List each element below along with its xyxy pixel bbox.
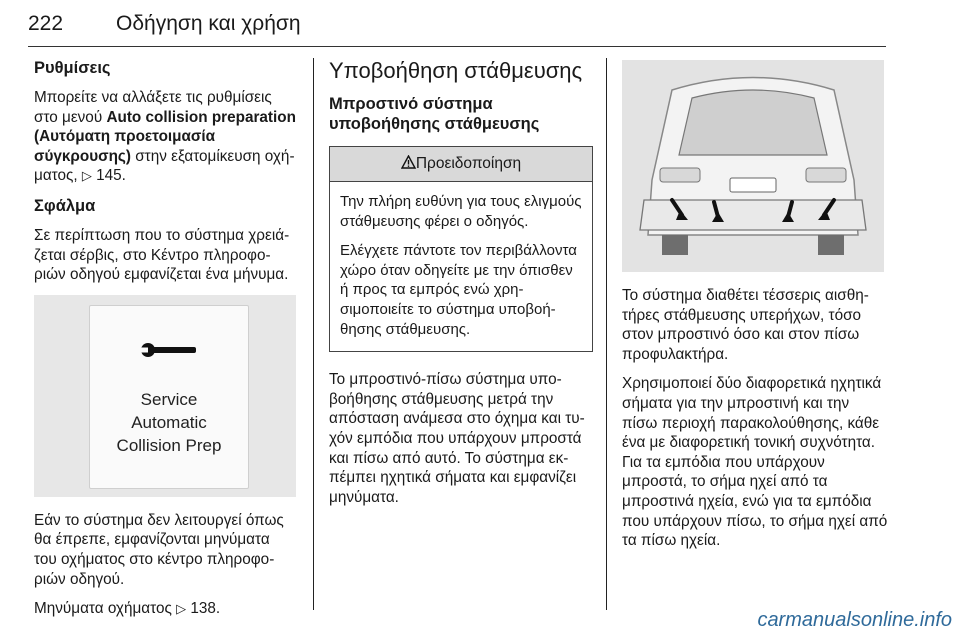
- warning-header: [330, 147, 592, 182]
- settings-heading: Ρυθμίσεις: [34, 59, 111, 77]
- column-left: [34, 58, 296, 629]
- section-subtitle: Μπροστινό σύστημα υποβοήθησης στάθμευσης: [329, 95, 540, 133]
- messages-paragraph: [34, 599, 296, 619]
- messages-page-ref[interactable]: 138.: [190, 600, 221, 618]
- system-description: Το μπροστινό-πίσω σύστημα υποβοήθησης στάθμευσης μετρά την απόσταση ανάμεσα στο όχημα και τυχόν εμπόδια που υπάρχουν μπροστά και πίσω από αυτό. Το σύστημα εκπέμπει ηχητικά σήματα και εμφανίζει μηνύματα.: [329, 371, 585, 506]
- wrench-icon: [138, 338, 198, 362]
- car-rear-image: [622, 60, 884, 272]
- column-divider: [606, 58, 607, 610]
- messages-text: Μηνύματα οχήματος: [34, 600, 177, 618]
- column-middle: [329, 58, 593, 517]
- column-right: [622, 58, 888, 561]
- error-paragraph: Σε περίπτωση που το σύστημα χρειάζεται σέρβις, στο Κέντρο πληροφοριών οδηγού εμφανίζεται ένα μήνυμα.: [34, 226, 290, 284]
- section-title: Υποβοήθηση στάθμευσης: [329, 58, 583, 83]
- warning-paragraph-1: Την πλήρη ευθύνη για τους ελιγμούς στάθμευσης φέρει ο οδηγός.: [340, 193, 582, 230]
- after-display-paragraph: Εάν το σύστημα δεν λειτουργεί όπως θα έπρεπε, εμφανίζονται μηνύματα του οχήματος στο κέντρο πληροφοριών οδηγού.: [34, 511, 284, 588]
- chapter-title: Οδήγηση και χρήση: [116, 12, 301, 35]
- page-number: 222: [28, 12, 64, 35]
- car-rear-sensors-illustration: [622, 60, 884, 272]
- error-heading: Σφάλμα: [34, 196, 96, 215]
- settings-page-ref[interactable]: 145.: [96, 167, 126, 185]
- display-line-collision-prep: Collision Prep: [116, 435, 222, 455]
- warning-body: [330, 182, 592, 351]
- page-header: [28, 6, 886, 47]
- warning-title: Προειδοποίηση: [415, 155, 522, 172]
- dic-screen: [89, 305, 249, 489]
- settings-menu-name: Auto collision preparation (Αυτόματη προετοιμασία σύγκρουσης): [34, 108, 296, 165]
- signals-paragraph: Χρησιμοποιεί δύο διαφορετικά ηχητικά σήματα για την μπροστινή και την πίσω περιοχή παρακολούθησης, κάθε ένα με διαφορετική τονική συχνότητα. Για τα εμπόδια που υπάρχουν μπροστά, το σήμα ηχεί από τα μπροστινά ηχεία, ενώ για τα εμπόδια που υπάρχουν πίσω, το σήμα ηχεί από τα πίσω ηχεία.: [622, 375, 888, 550]
- display-line-automatic: Automatic: [131, 412, 207, 432]
- warning-box: [329, 146, 593, 352]
- sensors-paragraph: Το σύστημα διαθέτει τέσσερις αισθητήρες στάθμευσης υπερήχων, τόσο στον μπροστινό όσο και στον πίσω προφυλακτήρα.: [622, 287, 869, 363]
- settings-text-cont: στην εξατομίκευση οχήματος,: [34, 147, 295, 185]
- dic-display-illustration: [34, 295, 296, 497]
- watermark: carmanualsonline.info: [757, 609, 952, 631]
- warning-paragraph-2: Ελέγχετε πάντοτε τον περιβάλλοντα χώρο όταν οδηγείτε με την όπισθεν ή προς τα εμπρός ενώ χρησιμοποιείτε το σύστημα υποβοήθησης στάθμευσης.: [340, 242, 577, 338]
- settings-text: Μπορείτε να αλλάξετε τις ρυθμίσεις στο μενού: [34, 89, 272, 126]
- display-line-service: Service: [140, 389, 198, 409]
- page-ref-icon: ▷: [81, 168, 92, 184]
- page-ref-icon: ▷: [176, 601, 187, 617]
- settings-paragraph: [34, 88, 296, 186]
- column-divider: [313, 58, 314, 610]
- warning-triangle-icon: [401, 155, 416, 169]
